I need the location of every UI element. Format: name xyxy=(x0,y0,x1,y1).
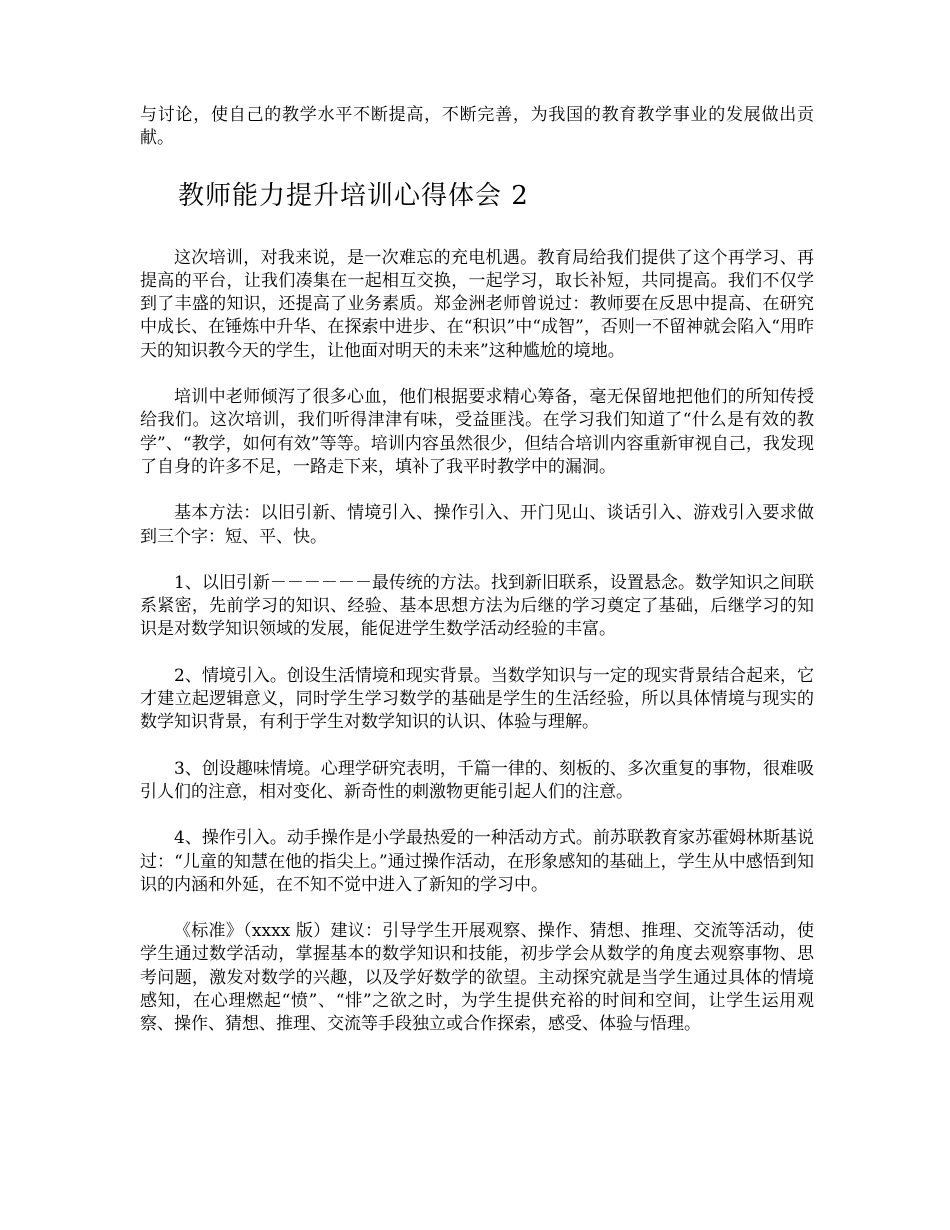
body-paragraph-8: 《标准》（xxxx 版）建议：引导学生开展观察、操作、猜想、推理、交流等活动，使学生通过数学活动，掌握基本的数学知识和技能，初步学会从数学的角度去观察事物、思考问题，激发对数学的兴趣，以及学好数学的欲望。主动探究就是当学生通过具体的情境感知，在心理燃起“愤”、“悱”之欲之时，为学生提供充裕的时间和空间，让学生运用观察、操作、猜想、推理、交流等手段独立或合作探索，感受、体验与悟理。 xyxy=(140,921,814,1035)
body-paragraph-2: 培训中老师倾泻了很多心血，他们根据要求精心筹备，毫无保留地把他们的所知传授给我们。这次培训，我们听得津津有味，受益匪浅。在学习我们知道了“什么是有效的教学”、“教学，如何有效”等等。培训内容虽然很少，但结合培训内容重新审视自己，我发现了自身的许多不足，一路走下来，填补了我平时教学中的漏洞。 xyxy=(140,387,814,477)
body-paragraph-7: 4、操作引入。动手操作是小学最热爱的一种活动方式。前苏联教育家苏霍姆林斯基说过：“儿童的知慧在他的指尖上。”通过操作活动，在形象感知的基础上，学生从中感悟到知识的内涵和外延，在不知不觉中进入了新知的学习中。 xyxy=(140,828,814,895)
body-paragraph-4: 1、以旧引新－－－－－－最传统的方法。找到新旧联系，设置悬念。数学知识之间联系紧密，先前学习的知识、经验、基本思想方法为后继的学习奠定了基础，后继学习的知识是对数学知识领域的发展，能促进学生数学活动经验的丰富。 xyxy=(140,572,814,640)
body-paragraph-6: 3、创设趣味情境。心理学研究表明，千篇一律的、刻板的、多次重复的事物，很难吸引人们的注意，相对变化、新奇性的刺激物更能引起人们的注意。 xyxy=(140,758,814,802)
document-body xyxy=(140,104,814,1037)
section-title: 教师能力提升培训心得体会 2 xyxy=(178,180,529,211)
body-paragraph-5: 2、情境引入。创设生活情境和现实背景。当数学知识与一定的现实背景结合起来，它才建立起逻辑意义，同时学生学习数学的基础是学生的生活经验，所以具体情境与现实的数学知识背景，有利于学生对数学知识的认识、体验与理解。 xyxy=(140,665,814,733)
continuation-paragraph: 与讨论，使自己的教学水平不断提高，不断完善，为我国的教育教学事业的发展做出贡献。 xyxy=(140,105,814,149)
body-paragraph-1: 这次培训，对我来说，是一次难忘的充电机遇。教育局给我们提供了这个再学习、再提高的平台，让我们凑集在一起相互交换，一起学习，取长补短，共同提高。我们不仅学到了丰盛的知识，还提高了业务素质。郑金洲老师曾说过：教师要在反思中提高、在研究中成长、在锤炼中升华、在探索中进步、在“积识”中“成智”，否则一不留神就会陷入“用昨天的知识教今天的学生，让他面对明天的未来”这种尴尬的境地。 xyxy=(140,247,814,361)
body-paragraph-3: 基本方法：以旧引新、情境引入、操作引入、开门见山、谈话引入、游戏引入要求做到三个字：短、平、快。 xyxy=(140,503,814,547)
